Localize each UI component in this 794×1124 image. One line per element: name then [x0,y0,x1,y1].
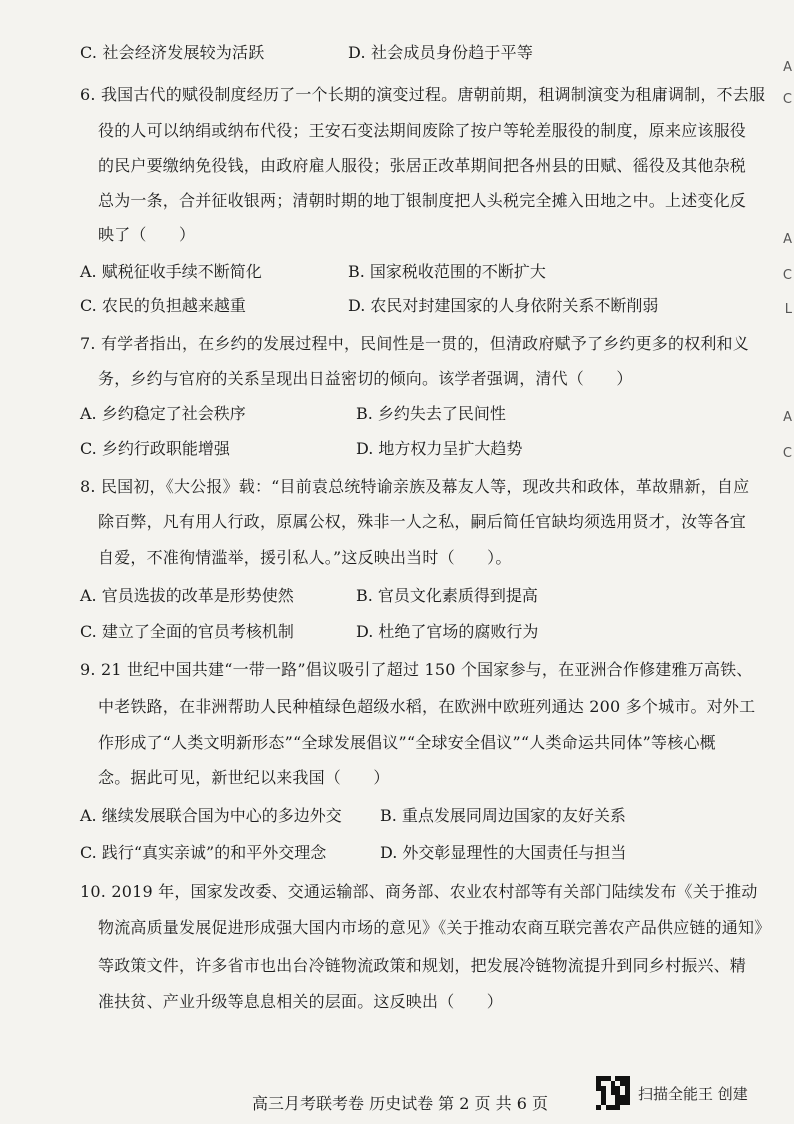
page-footer: 高三月考联考卷 历史试卷 第 2 页 共 6 页 [252,1094,548,1113]
question-10-line-3: 等政策文件，许多省市也出台冷链物流政策和规划，把发展冷链物流提升到同乡村振兴、精 [98,956,747,975]
question-10-line-1: 10. 2019 年，国家发改委、交通运输部、商务部、农业农村部等有关部门陆续发布《关于推动 [80,882,758,901]
option-7b: B. 乡约失去了民间性 [356,404,506,423]
option-6a: A. 赋税征收手续不断简化 [80,262,262,281]
edge-mark: C [782,446,792,461]
question-9-line-3: 作形成了“人类文明新形态”“全球发展倡议”“全球安全倡议”“人类命运共同体”等核心概 [98,733,716,752]
edge-mark: C [782,268,792,283]
scanner-watermark [596,1076,748,1110]
option-7a: A. 乡约稳定了社会秩序 [80,404,246,423]
question-6-line-1: 6. 我国古代的赋役制度经历了一个长期的演变过程。唐朝前期，租调制演变为租庸调制，不去服 [80,85,766,104]
question-9-line-4: 念。据此可见，新世纪以来我国（ ） [98,768,390,787]
option-5c: C. 社会经济发展较为活跃 [80,43,265,62]
option-8d: D. 杜绝了官场的腐败行为 [356,622,539,641]
edge-mark: C [782,92,792,107]
option-9a: A. 继续发展联合国为中心的多边外交 [80,806,342,825]
question-6-line-4: 总为一条，合并征收银两；清朝时期的地丁银制度把人头税完全摊入田地之中。上述变化反 [98,191,747,210]
option-6b: B. 国家税收范围的不断扩大 [348,262,546,281]
option-8a: A. 官员选拔的改革是形势使然 [80,586,294,605]
edge-mark: L [784,302,792,317]
question-6-line-2: 役的人可以纳绢或纳布代役；王安石变法期间废除了按户等轮差服役的制度，原来应该服役 [98,121,747,140]
edge-mark: A [783,410,792,425]
option-9b: B. 重点发展同周边国家的友好关系 [380,806,626,825]
scanner-label: 扫描全能王 创建 [638,1084,748,1103]
option-6c: C. 农民的负担越来越重 [80,296,246,315]
edge-mark: A [783,232,792,247]
question-10-line-2: 物流高质量发展促进形成强大国内市场的意见》《关于推动农商互联完善农产品供应链的通知》 [98,918,771,937]
question-10-line-4: 准扶贫、产业升级等息息相关的层面。这反映出（ ） [98,992,504,1011]
question-8-line-2: 除百弊，凡有用人行政，原属公权，殊非一人之私，嗣后简任官缺均须选用贤才，汝等各宜 [98,512,747,531]
option-9d: D. 外交彰显理性的大国责任与担当 [380,843,627,862]
option-7c: C. 乡约行政职能增强 [80,439,230,458]
option-9c: C. 践行“真实亲诚”的和平外交理念 [80,843,327,862]
question-9-line-1: 9. 21 世纪中国共建“一带一路”倡议吸引了超过 150 个国家参与，在亚洲合作修建雅万高铁、 [80,660,753,679]
question-8-line-1: 8. 民国初，《大公报》载：“目前袁总统特谕亲族及幕友人等，现改共和政体，革故鼎新，自应 [80,477,750,496]
question-6-line-5: 映了（ ） [98,225,196,244]
question-7-line-1: 7. 有学者指出，在乡约的发展过程中，民间性是一贯的，但清政府赋予了乡约更多的权利和义 [80,334,749,353]
option-5d: D. 社会成员身份趋于平等 [348,43,534,62]
question-6-line-3: 的民户要缴纳免役钱，由政府雇人服役；张居正改革期间把各州县的田赋、徭役及其他杂税 [98,156,747,175]
qr-code-icon [596,1076,630,1110]
option-8c: C. 建立了全面的官员考核机制 [80,622,294,641]
question-8-line-3: 自爱，不准徇情滥举，援引私人。”这反映出当时（ ）。 [98,548,512,567]
option-8b: B. 官员文化素质得到提高 [356,586,538,605]
option-6d: D. 农民对封建国家的人身依附关系不断削弱 [348,296,659,315]
edge-mark: A [783,60,792,75]
question-9-line-2: 中老铁路，在非洲帮助人民种植绿色超级水稻，在欧洲中欧班列通达 200 多个城市。对外工 [98,697,756,716]
question-7-line-2: 务，乡约与官府的关系呈现出日益密切的倾向。该学者强调，清代（ ） [98,369,633,388]
option-7d: D. 地方权力呈扩大趋势 [356,439,523,458]
